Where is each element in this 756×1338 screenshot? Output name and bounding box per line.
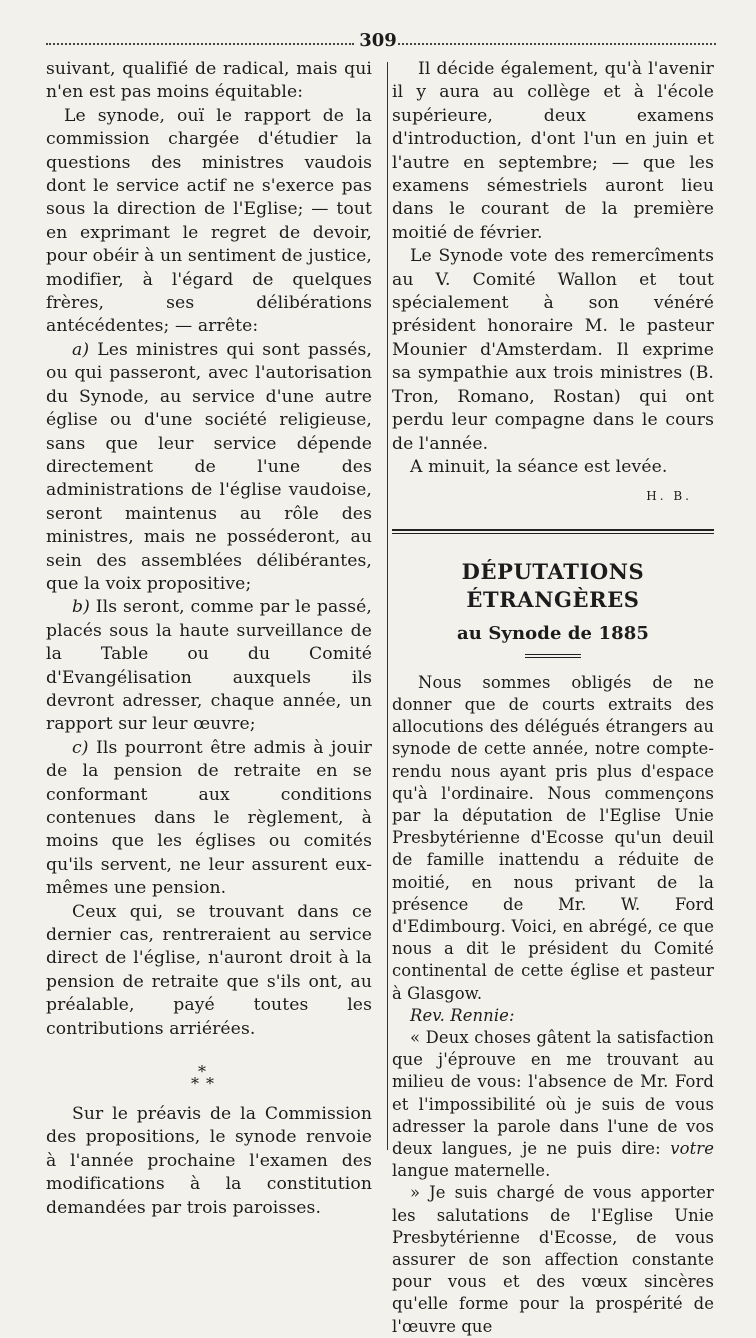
speaker-label: Rev. Rennie: bbox=[410, 1005, 515, 1025]
section-rule bbox=[392, 529, 714, 534]
item-text: Ils pourront être admis à jouir de la pension de retraite en se conformant aux conditions contenues dans le règlement, à moins que les églises ou comités qu'ils servent, ne leur assurent eux-mêmes une pension. bbox=[46, 737, 372, 899]
page-header bbox=[46, 30, 716, 54]
paragraph-closing: A minuit, la séance est levée. bbox=[410, 456, 668, 477]
item-text: Les ministres qui sont passés, ou qui passeront, avec l'autorisation du Synode, au service d'une autre église ou d'une société religieuse, sans que leur service dépende directement de l'une des administrations de l'église vaudoise, seront maintenus au rôle des ministres, mais ne posséderont, au sein des assemblées délibérantes, que la voix propositive; bbox=[46, 339, 372, 594]
paragraph: Ceux qui, se trouvant dans ce dernier cas, rentreraient au service direct de l'église, n'auront droit à la pension de retraite que s'ils ont, au préalable, payé toutes les contributions arriérées. bbox=[46, 901, 372, 1039]
quote-text-end: langue maternelle. bbox=[392, 1161, 551, 1181]
signature: H. B. bbox=[646, 489, 692, 504]
asterism-separator bbox=[46, 1041, 372, 1103]
item-label: c) bbox=[72, 737, 89, 758]
item-label: a) bbox=[72, 339, 90, 360]
list-item-c bbox=[46, 737, 372, 901]
paragraph-quote: » Je suis chargé de vous apporter les salutations de l'Eglise Unie Presbytérienne d'Ecosse, de vous assurer de son affection constante pour vous et des vœux sincères qu'elle forme pour la prospérité de l'œuvre que bbox=[392, 1183, 714, 1336]
right-column bbox=[392, 58, 714, 1338]
section-body bbox=[392, 672, 714, 1338]
paragraph: suivant, qualifié de radical, mais qui n'en est pas moins équitable: bbox=[46, 59, 372, 103]
star: * bbox=[206, 1074, 215, 1094]
paragraph: Nous sommes obligés de ne donner que de courts extraits des allocutions des délégués étrangers au synode de cette année, notre compte-rendu nous ayant pris plus d'espace qu'à l'ordinaire. Nous commençons par la députation de l'Eglise Unie Presbytérienne d'Ecosse qu'un deuil de famille inattendu a réduite de moitié, en nous privant de la présence de Mr. W. Ford d'Edimbourg. Voici, en abrégé, ce que nous a dit le président du Comité continental de cette église et pasteur à Glasgow. bbox=[392, 672, 714, 1003]
column-divider bbox=[387, 62, 388, 1150]
paragraph: Le Synode vote des remercîments au V. Comité Wallon et tout spécialement à son vénéré président honoraire M. le pasteur Mounier d'Amsterdam. Il exprime sa sympathie aux trois ministres (B. Tron, Romano, Rostan) qui ont perdu leur compagne dans le cours de l'année. bbox=[392, 246, 714, 454]
left-column bbox=[46, 58, 372, 1220]
quote-italic: votre bbox=[670, 1138, 714, 1158]
header-rule-right bbox=[398, 43, 716, 45]
paragraph: Il décide également, qu'à l'avenir il y aura au collège et à l'école supérieure, deux examens d'introduction, d'ont l'un en juin et l'autre en septembre; — que les examens sémestriels auront lieu dans le courant de la première moitié de février. bbox=[392, 59, 714, 243]
section-subtitle: au Synode de 1885 bbox=[457, 622, 649, 644]
section-title: DÉPUTATIONS ÉTRANGÈRES bbox=[461, 558, 645, 612]
paragraph-quote bbox=[392, 1027, 714, 1182]
page-number: 309 bbox=[359, 30, 397, 51]
header-rule-left bbox=[46, 43, 354, 45]
subtitle-rule bbox=[525, 654, 581, 658]
quote-text: « Deux choses gâtent la satisfaction que j'éprouve en me trouvant au milieu de vous: l'absence de Mr. Ford et l'impossibilité où je suis de vous adresser la parole dans l'une de vos deux langues, je ne puis dire: bbox=[392, 1027, 714, 1158]
paragraph-resolution: Le synode, ouï le rapport de la commission chargée d'étudier la questions des ministres vaudois dont le service actif ne s'exerce pas sous la direction de l'Eglise; — tout en exprimant le regret de devoir, pour obéir à un sentiment de justice, modifier, à l'égard de quelques frères, ses délibérations antécédentes; — arrête: bbox=[46, 105, 372, 337]
list-item-b bbox=[46, 596, 372, 736]
star: * bbox=[191, 1074, 200, 1094]
item-label: b) bbox=[72, 597, 90, 618]
item-text: Ils seront, comme par le passé, placés sous la haute surveillance de la Table ou du Comité d'Evangélisation auxquels ils devront adresser, chaque année, un rapport sur leur œuvre; bbox=[46, 597, 372, 735]
list-item-a bbox=[46, 339, 372, 596]
star: * bbox=[198, 1062, 207, 1082]
paragraph: Sur le préavis de la Commission des propositions, le synode renvoie à l'année prochaine l'examen des modifications à la constitution demandées par trois paroisses. bbox=[46, 1104, 372, 1218]
